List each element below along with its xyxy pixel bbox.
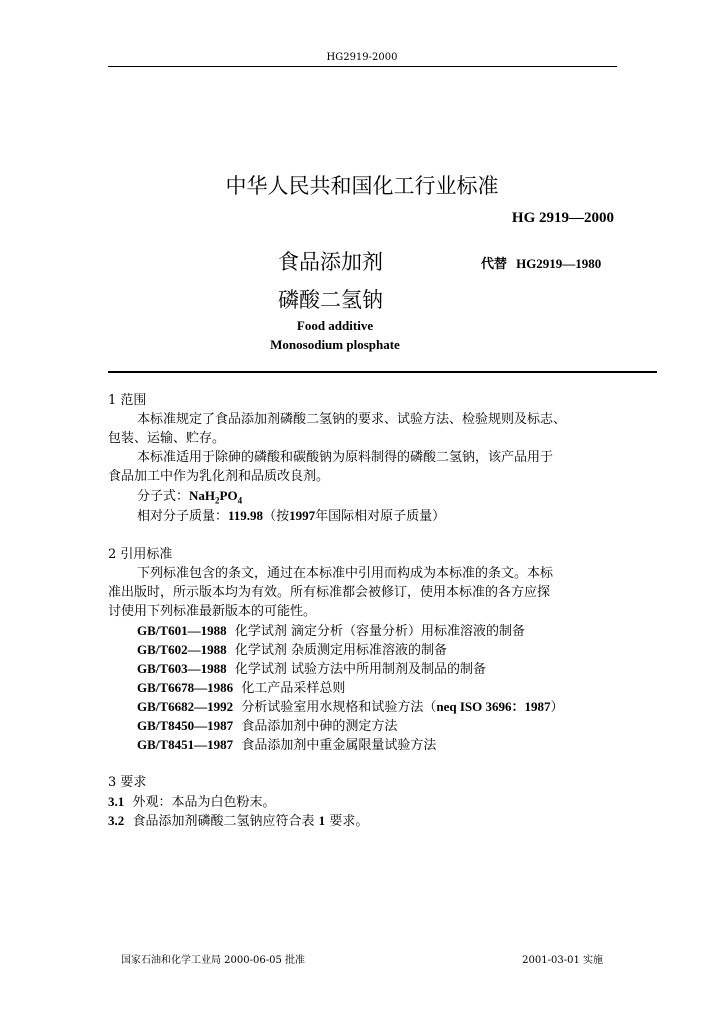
effective-date: 2001-03-01 实施 xyxy=(522,955,603,966)
mass-value: 119.98 xyxy=(228,508,264,523)
requirement-3-1: 3.1 外观：本品为白色粉末。 xyxy=(108,794,276,810)
running-header: HG2919-2000 xyxy=(326,52,398,63)
reference-item: GB/T601—1988 化学试剂 滴定分析（容量分析）用标准溶液的制备 xyxy=(137,623,525,639)
header-rule xyxy=(108,66,617,67)
reference-item: GB/T603—1988 化学试剂 试验方法中所用制剂及制品的制备 xyxy=(137,661,486,677)
reference-item: GB/T8451—1987 食品添加剂中重金属限量试验方法 xyxy=(137,737,437,753)
document-title: 中华人民共和国化工行业标准 xyxy=(225,174,499,198)
english-name-line1: Food additive xyxy=(296,318,374,333)
product-name-line2: 磷酸二氢钠 xyxy=(278,288,383,312)
reference-item: GB/T8450—1987 食品添加剂中砷的测定方法 xyxy=(137,718,398,734)
section2-para-line2: 准出版时，所示版本均为有效。所有标准都会被修订，使用本标准的各方应探 xyxy=(108,585,551,600)
product-name-line1: 食品添加剂 xyxy=(278,250,383,274)
reference-item: GB/T6678—1986 化工产品采样总则 xyxy=(137,680,346,696)
title-divider xyxy=(108,371,657,373)
reference-item: GB/T602—1988 化学试剂 杂质测定用标准溶液的制备 xyxy=(137,642,447,658)
replaces-note xyxy=(481,253,601,272)
section1-para1-line2: 包装、运输、贮存。 xyxy=(108,431,226,446)
section3-heading: 3 要求 xyxy=(108,775,147,790)
requirement-3-2: 3.2 食品添加剂磷酸二氢钠应符合表 1 要求。 xyxy=(108,813,369,829)
section2-para-line1: 下列标准包含的条文，通过在本标准中引用而构成为本标准的条文。本标 xyxy=(137,566,554,581)
section1-para2-line1: 本标准适用于除砷的磷酸和碳酸钠为原料制得的磷酸二氢钠，该产品用于 xyxy=(137,450,554,465)
reference-item: GB/T6682—1992 分析试验室用水规格和试验方法（neq ISO 3696：1987） xyxy=(137,699,564,715)
replaces-code: HG2919—1980 xyxy=(516,256,602,271)
section1-heading: 1 范围 xyxy=(108,393,147,408)
english-name-line2: Monosodium plosphate xyxy=(270,337,400,352)
formula-label: 分子式： xyxy=(137,489,190,504)
standard-number: HG 2919—2000 xyxy=(511,210,614,226)
replaces-label: 代替 xyxy=(481,257,508,272)
approval-note: 国家石油和化学工业局 2000-06-05 批准 xyxy=(121,955,306,966)
section2-heading: 2 引用标准 xyxy=(108,547,173,562)
molecular-mass: 相对分子质量：119.98（按1997年国际相对原子质量） xyxy=(137,508,446,524)
section1-para1-line1: 本标准规定了食品添加剂磷酸二氢钠的要求、试验方法、检验规则及标志、 xyxy=(137,412,567,427)
section1-para2-line2: 食品加工中作为乳化剂和品质改良剂。 xyxy=(108,469,330,484)
formula-value: $NaH_2PO_4$ xyxy=(189,488,243,506)
section2-para-line3: 讨使用下列标准最新版本的可能性。 xyxy=(108,604,317,619)
